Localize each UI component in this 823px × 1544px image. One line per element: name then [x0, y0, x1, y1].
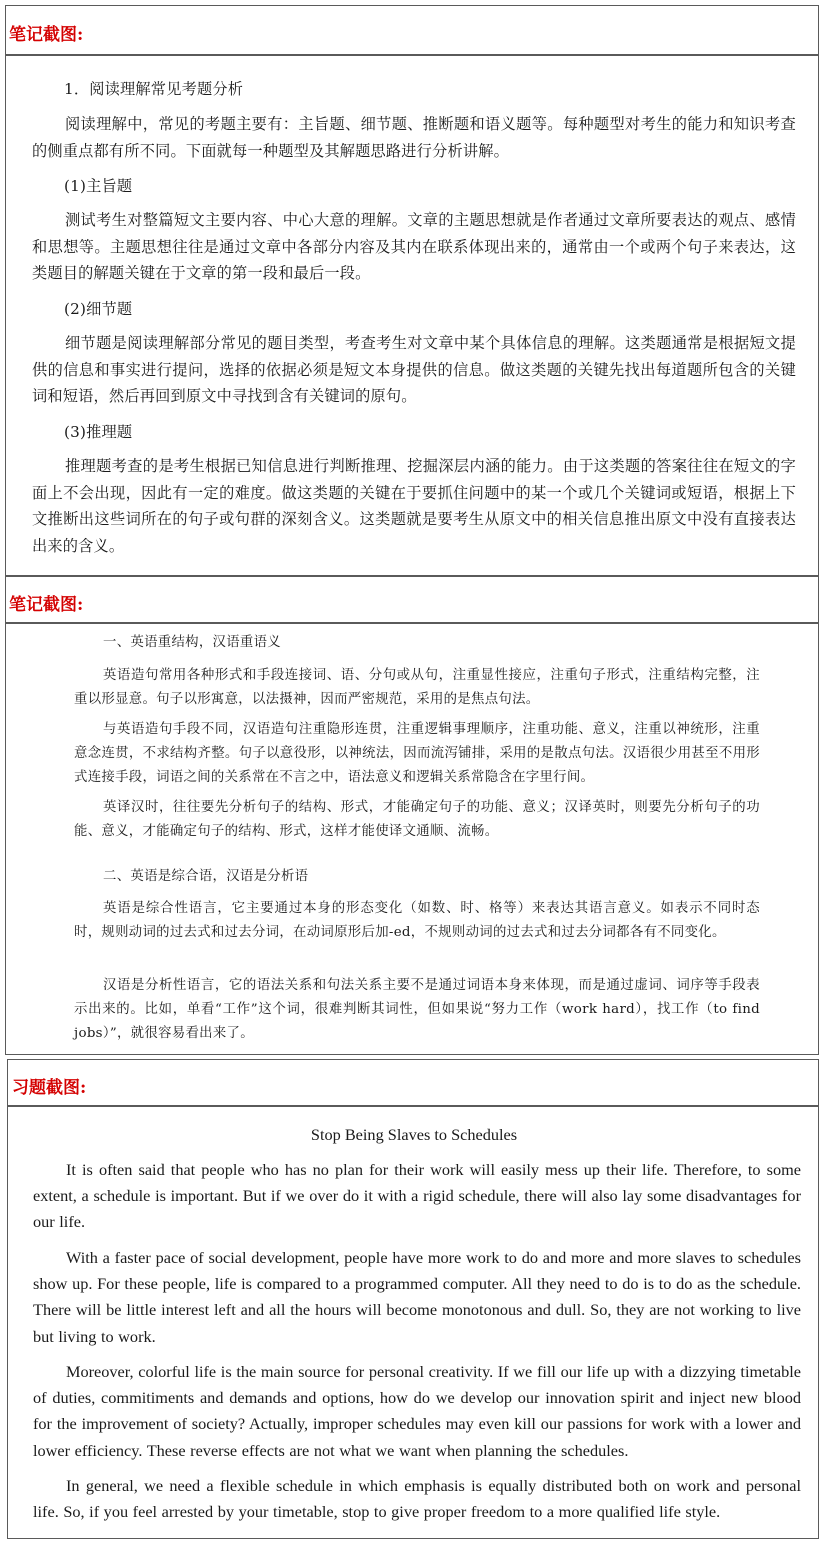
section1-q1-text: 测试考生对整篇短文主要内容、中心大意的理解。文章的主题思想就是作者通过文章所要表达的观点、感情和思想等。主题思想往往是通过文章中各部分内容及其内在联系体现出来的，通常由一个或两个句子来表达，这类题目的解题关键在于文章的第一段和最后一段。 [32, 211, 796, 282]
section3-header-box [7, 1059, 819, 1106]
section1-q2-text: 细节题是阅读理解部分常见的题目类型，考查考生对文章中某个具体信息的理解。这类题通常是根据短文提供的信息和事实进行提问，选择的依据必须是短文本身提供的信息。做这类题的关键先找出每道题所包含的关键词和短语，然后再回到原文中寻找到含有关键词的原句。 [32, 334, 796, 405]
section2-header-label: 笔记截图: [9, 595, 84, 615]
section3-header-label: 习题截图: [12, 1078, 87, 1098]
section1-header-box [5, 5, 819, 55]
section2-para-5: 汉语是分析性语言，它的语法关系和句法关系主要不是通过词语本身来体现，而是通过虚词、词序等手段表示出来的。比如，单看“工作”这个词，很难判断其词性，但如果说“努力工作（work hard），找工作（to find jobs）”，就很容易看出来了。 [74, 978, 760, 1041]
essay-para-3: Moreover, colorful life is the main source for personal creativity. If we fill our life up with a dizzying timetable of duties, commitiments and demands and options, how do we develop our innovation spirit and inject new blood for the improvement of society? Actually, improper schedules may even kill our passions for work with a lower and lower efficiency. These reverse effects are not what we want when planning the schedules. [33, 1362, 801, 1460]
section2-para-4: 英语是综合性语言，它主要通过本身的形态变化（如数、时、格等）来表达其语言意义。如表示不同时态时，规则动词的过去式和过去分词，在动词原形后加-ed，不规则动词的过去式和过去分词都各有不同变化。 [74, 901, 760, 940]
section1-q2-title: (2)细节题 [64, 300, 133, 318]
essay-para-2: With a faster pace of social development, people have more work to do and more and more slaves to schedules show up. For these people, life is compared to a programmed computer. All they need to do is to do as the schedule. There will be little interest left and all the hours will become monotonous and dull. So, they are not working to live but living to work. [33, 1248, 801, 1346]
section1-content-box [5, 55, 819, 576]
section1-q3-text: 推理题考查的是考生根据已知信息进行判断推理、挖掘深层内涵的能力。由于这类题的答案往往在短文的字面上不会出现，因此有一定的难度。做这类题的关键在于要抓住问题中的某一个或几个关键词或短语，根据上下文推断出这些词所在的句子或句群的深刻含义。这类题就是要考生从原文中的相关信息推出原文中没有直接表达出来的含义。 [32, 457, 796, 555]
section1-intro: 阅读理解中，常见的考题主要有：主旨题、细节题、推断题和语义题等。每种题型对考生的能力和知识考查的侧重点都有所不同。下面就每一种题型及其解题思路进行分析讲解。 [32, 115, 796, 160]
essay-para-1: It is often said that people who has no plan for their work will easily mess up their life. Therefore, to some extent, a schedule is important. But if we over do it with a rigid schedule, there will also lay some disadvantages for our life. [33, 1160, 801, 1232]
essay-title: Stop Being Slaves to Schedules [310, 1125, 518, 1144]
section2-heading-2: 二、英语是综合语，汉语是分析语 [103, 869, 309, 884]
section1-q3-title: (3)推理题 [64, 423, 133, 441]
section1-q1-title: (1)主旨题 [64, 177, 133, 195]
section2-heading-1: 一、英语重结构，汉语重语义 [103, 635, 281, 650]
essay-para-4: In general, we need a flexible schedule in which emphasis is equally distributed both on work and personal life. So, if you feel arrested by your timetable, stop to give proper freedom to a more qualified life style. [33, 1476, 801, 1522]
section1-heading: 1．阅读理解常见考题分析 [64, 80, 244, 98]
section2-header-box [5, 576, 819, 623]
section2-content-box [5, 623, 819, 1055]
section2-para-2: 与英语造句手段不同，汉语造句注重隐形连贯，注重逻辑事理顺序，注重功能、意义，注重以神统形，注重意念连贯，不求结构齐整。句子以意役形，以神统法，因而流泻铺排，采用的是散点句法。汉语很少用甚至不用形式连接手段，词语之间的关系常在不言之中，语法意义和逻辑关系常隐含在字里行间。 [74, 722, 760, 785]
section1-header-label: 笔记截图: [9, 25, 84, 45]
section2-para-1: 英语造句常用各种形式和手段连接词、语、分句或从句，注重显性接应，注重句子形式，注重结构完整，注重以形显意。句子以形寓意，以法摄神，因而严密规范，采用的是焦点句法。 [74, 668, 760, 707]
section2-para-3: 英译汉时，往往要先分析句子的结构、形式，才能确定句子的功能、意义；汉译英时，则要先分析句子的功能、意义，才能确定句子的结构、形式，这样才能使译文通顺、流畅。 [74, 800, 760, 839]
section3-content-box [7, 1106, 819, 1539]
